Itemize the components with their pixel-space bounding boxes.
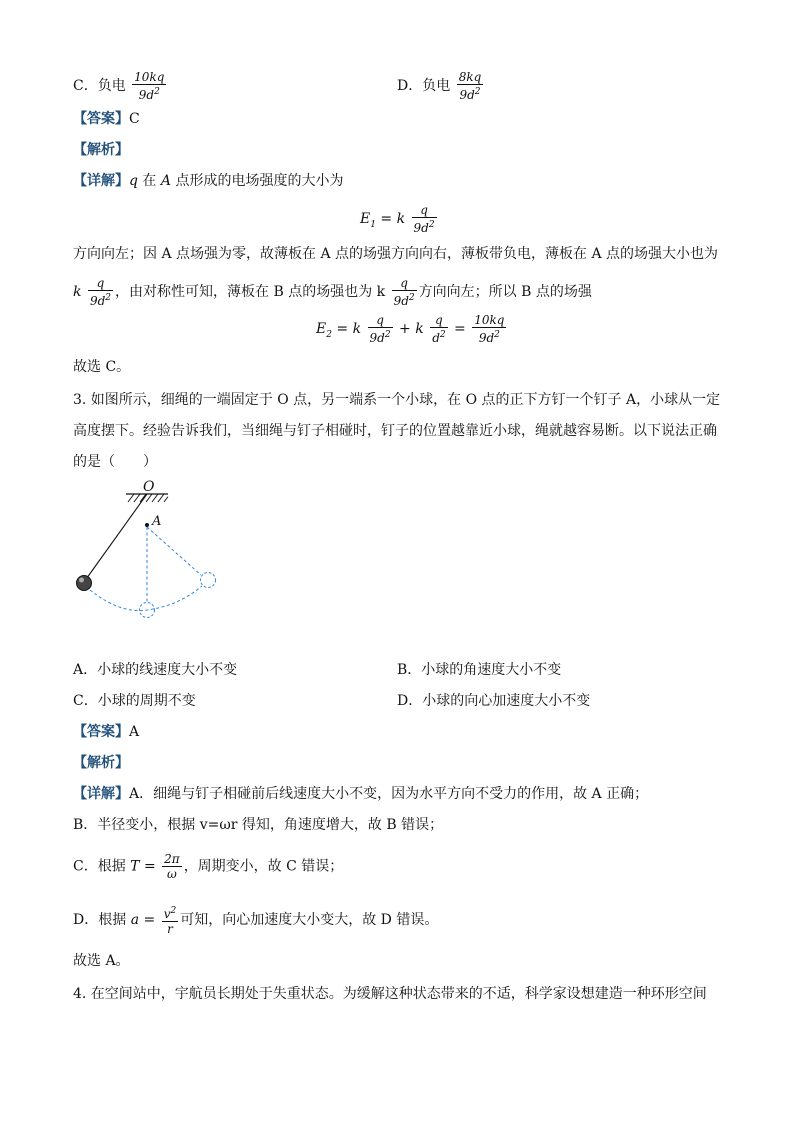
fraction: $\frac{q}{d^2}$: [432, 313, 446, 345]
detail-3-line-b: B．半径变小，根据 v=ωr 得知，角速度增大，故 B 错误；: [73, 817, 444, 833]
detail-3-line-d: D．根据 a = $\frac{v^2}{r}$ 可知，向心加速度大小变大，故 D 错误。: [73, 906, 439, 936]
fraction: $\frac{10kq}{9d^2}$: [474, 313, 505, 345]
option-d: D．负电 $\frac{8kq}{9d^2}$: [397, 70, 482, 102]
option-3d: D．小球的向心加速度大小不变: [397, 693, 591, 709]
option-3a: A．小球的线速度大小不变: [73, 662, 238, 678]
string: [84, 494, 147, 582]
option-3c: C．小球的周期不变: [73, 693, 196, 709]
ball: [77, 576, 92, 591]
detail-3-line-c: C．根据 T = $\frac{2\pi}{\omega}$ ，周期变小，故 C 错误；: [73, 852, 344, 881]
detail-1-line-3: k $\frac{q}{9d^2}$ ，由对称性可知，薄板在 B 点的场强也为 k $\frac{q}{9d^2}$ 方向向左；所以 B 点的场强: [73, 276, 592, 308]
detail-3-conclusion: 故选 A。: [73, 953, 130, 969]
fraction: $\frac{q}{9d^2}$: [89, 276, 111, 308]
equation-e2: $E_2 = k$ $\frac{q}{9d^2}$ + k $\frac{q}{d^2}$ = $\frac{10kq}{9d^2}$: [316, 313, 505, 345]
detail-3-line-a: 【详解】A．细绳与钉子相碰前后线速度大小不变，因为水平方向不受力的作用，故 A 正确；: [73, 786, 649, 802]
question-3-line-2: 高度摆下。经验告诉我们，当细绳与钉子相碰时，钉子的位置越靠近小球，绳就越容易断。以下说法正确: [73, 423, 717, 439]
question-3-line-3: 的是（ ）: [73, 454, 157, 470]
fraction: $\frac{2\pi}{\omega}$: [164, 852, 180, 881]
label-o: O: [143, 479, 155, 495]
answer-3: 【答案】A: [73, 724, 140, 740]
ball-highlight: [79, 578, 84, 583]
detail-1-line-2: 方向向左；因 A 点场强为零，故薄板在 A 点的场强方向向右，薄板带负电，薄板在 A 点的场强大小也为: [73, 246, 719, 262]
question-4-line-1: 4. 在空间站中，宇航员长期处于失重状态。为缓解这种状态带来的不适，科学家设想建造一种环形空间: [73, 986, 707, 1002]
pendulum-figure: [70, 478, 230, 623]
ceiling-hatch: [128, 494, 168, 502]
dashed-arc: [90, 586, 202, 611]
nail-a: [145, 523, 149, 527]
question-3-line-1: 3. 如图所示，细绳的一端固定于 O 点，另一端系一个小球，在 O 点的正下方钉一个钉子 A，小球从一定: [73, 392, 721, 408]
fraction: $\frac{v^2}{r}$: [163, 906, 177, 936]
fraction: $\frac{10kq}{9d^2}$: [134, 70, 165, 102]
equation-e1: $E_1 = k$ $\frac{q}{9d^2}$: [360, 203, 435, 235]
fraction: $\frac{q}{9d^2}$: [413, 203, 435, 235]
dashed-diagonal: [147, 527, 201, 575]
answer-1: 【答案】C: [73, 111, 140, 127]
fraction: $\frac{q}{9d^2}$: [369, 313, 391, 345]
fraction: $\frac{8kq}{9d^2}$: [458, 70, 482, 102]
detail-1-line-1: 【详解】q 在 A 点形成的电场强度的大小为: [73, 173, 344, 189]
fraction: $\frac{q}{9d^2}$: [393, 276, 415, 308]
analysis-1-heading: 【解析】: [73, 142, 129, 158]
option-3b: B．小球的角速度大小不变: [397, 662, 562, 678]
ball-right-position: [201, 573, 216, 588]
option-c: C．负电 $\frac{10kq}{9d^2}$: [73, 70, 165, 102]
analysis-3-heading: 【解析】: [73, 755, 129, 771]
detail-1-conclusion: 故选 C。: [73, 359, 131, 375]
label-a: A: [152, 514, 162, 529]
